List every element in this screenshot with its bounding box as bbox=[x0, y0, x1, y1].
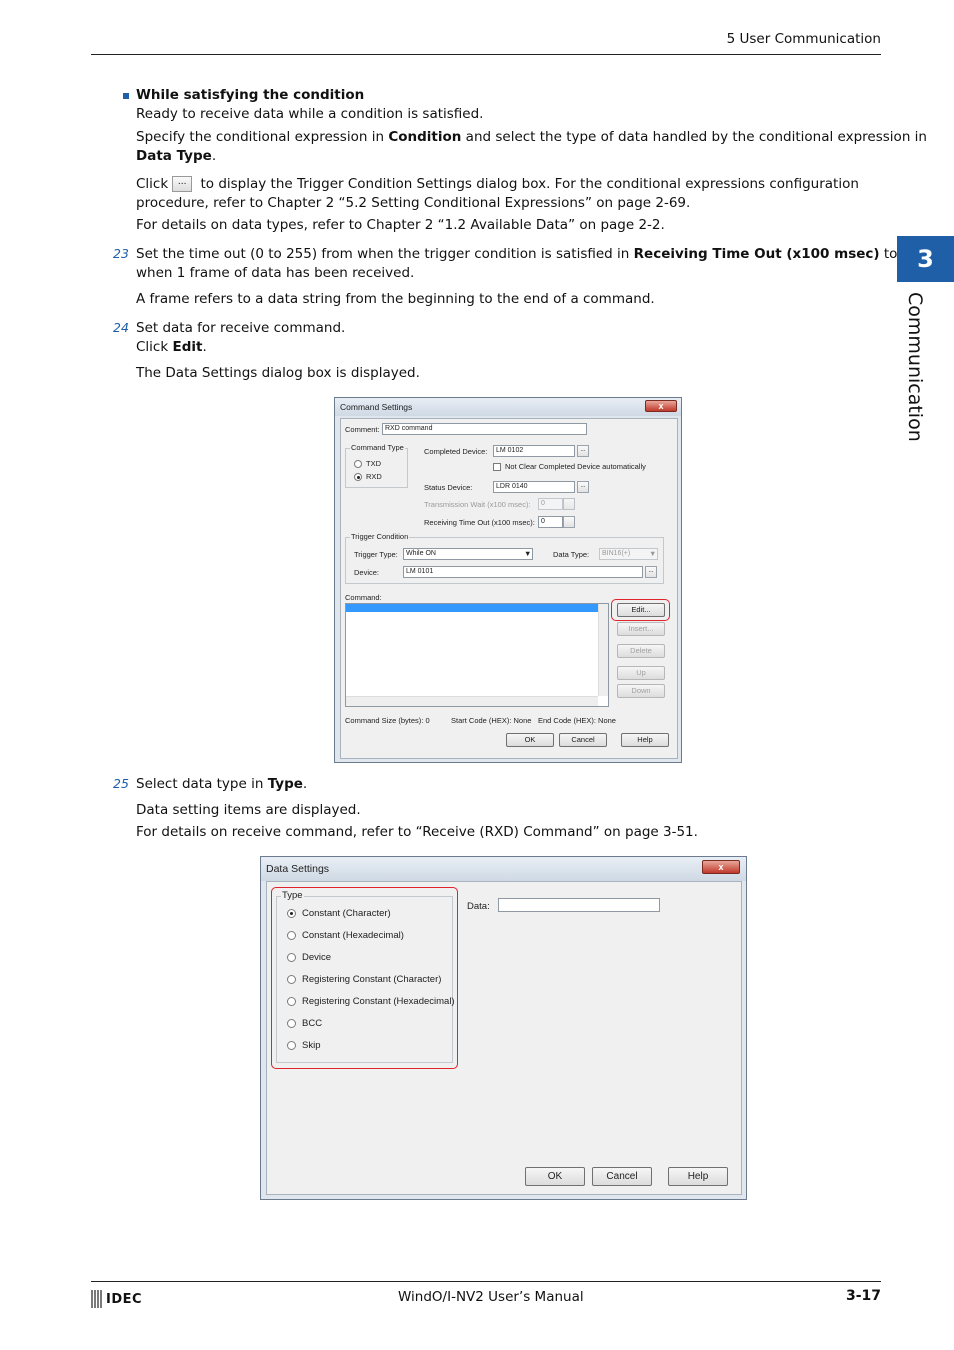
paragraph: Click ... to display the Trigger Condition Settings dialog box. For the conditional expressions configuration bbox=[136, 176, 859, 192]
end-code: End Code (HEX): None bbox=[538, 716, 616, 725]
receiving-timeout-spinner[interactable] bbox=[563, 516, 575, 528]
trigger-type-select[interactable]: While ON bbox=[403, 548, 533, 560]
type-option-label: Constant (Character) bbox=[302, 908, 391, 919]
close-icon[interactable]: x bbox=[702, 860, 740, 874]
command-settings-dialog bbox=[334, 397, 682, 763]
horizontal-scrollbar[interactable] bbox=[346, 696, 598, 706]
paragraph: The Data Settings dialog box is displayed. bbox=[136, 365, 420, 381]
chevron-down-icon: ▼ bbox=[649, 549, 657, 558]
paragraph: Data setting items are displayed. bbox=[136, 802, 361, 818]
paragraph: Set data for receive command. bbox=[136, 320, 346, 336]
device-input[interactable]: LM 0101 bbox=[403, 566, 643, 578]
help-button[interactable]: Help bbox=[621, 733, 669, 747]
command-size: Command Size (bytes): 0 bbox=[345, 716, 430, 725]
data-settings-dialog bbox=[260, 856, 747, 1200]
comment-label: Comment: bbox=[345, 425, 380, 434]
cancel-button[interactable]: Cancel bbox=[559, 733, 607, 747]
paragraph: when 1 frame of data has been received. bbox=[136, 265, 415, 281]
chapter-tab: 3 bbox=[897, 236, 954, 282]
paragraph: For details on data types, refer to Chapter 2 “1.2 Available Data” on page 2-2. bbox=[136, 217, 665, 233]
browse-button-icon: ... bbox=[172, 176, 192, 192]
type-option-label: BCC bbox=[302, 1018, 323, 1029]
vertical-scrollbar[interactable] bbox=[598, 604, 608, 696]
section-heading: While satisfying the condition bbox=[136, 87, 365, 103]
highlight-box bbox=[271, 887, 458, 1069]
edit-button[interactable]: Edit... bbox=[617, 603, 665, 617]
type-option-label: Registering Constant (Character) bbox=[302, 974, 442, 985]
completed-device-browse-button[interactable]: ... bbox=[577, 445, 589, 457]
section-header: 5 User Communication bbox=[726, 31, 881, 47]
highlight-box bbox=[611, 599, 670, 621]
down-button[interactable]: Down bbox=[617, 684, 665, 698]
manual-title: WindO/I-NV2 User’s Manual bbox=[398, 1289, 584, 1305]
dialog-title: Command Settings bbox=[335, 398, 681, 416]
dialog-body: Comment: RXD command Command Type TXD RXD Completed Device: LM 0102 ... Not Clear Completed Device automatically Status Device: LDR 0140 ... Transmission Wait (x100 msec): 0 Receiving Time Out (x100 msec): 0 Trigger Condition Trigger Type: While ON ▼ Data Type: BIN16(+) ▼ Device: LM 0101 ... Command: Edit... Insert... Delete Up Down Command Size (bytes): 0 Start Code (HEX): None End Code (HEX): None OK Cancel Help bbox=[340, 418, 678, 759]
paragraph: procedure, refer to Chapter 2 “5.2 Setting Conditional Expressions” on page 2-69. bbox=[136, 195, 691, 211]
type-option-label: Skip bbox=[302, 1040, 321, 1051]
selected-row[interactable] bbox=[346, 604, 598, 612]
paragraph: Ready to receive data while a condition is satisfied. bbox=[136, 106, 484, 122]
dialog-body bbox=[266, 881, 742, 1195]
footer-rule bbox=[91, 1281, 881, 1282]
ok-button[interactable]: OK bbox=[525, 1167, 585, 1186]
data-label: Data: bbox=[467, 901, 490, 912]
status-device-browse-button[interactable]: ... bbox=[577, 481, 589, 493]
idec-logo: IDEC bbox=[91, 1290, 142, 1308]
completed-device-input[interactable]: LM 0102 bbox=[493, 445, 575, 457]
cancel-button[interactable]: Cancel bbox=[592, 1167, 652, 1186]
step-number: 24 bbox=[113, 320, 129, 335]
command-list[interactable] bbox=[345, 603, 609, 707]
data-input[interactable] bbox=[498, 898, 660, 912]
start-code: Start Code (HEX): None bbox=[451, 716, 532, 725]
paragraph: For details on receive command, refer to “Receive (RXD) Command” on page 3-51. bbox=[136, 824, 698, 840]
logo-icon bbox=[91, 1290, 103, 1308]
not-clear-checkbox[interactable] bbox=[493, 463, 501, 471]
chevron-down-icon: ▼ bbox=[524, 549, 532, 558]
txd-radio[interactable] bbox=[354, 460, 362, 468]
insert-button[interactable]: Insert... bbox=[617, 622, 665, 636]
chapter-label: Communication bbox=[904, 292, 926, 442]
data-type-select[interactable]: BIN16(+) bbox=[599, 548, 658, 560]
help-button[interactable]: Help bbox=[668, 1167, 728, 1186]
transmission-wait-input[interactable]: 0 bbox=[538, 498, 563, 510]
paragraph: Specify the conditional expression in Condition and select the type of data handled by the conditional expression in bbox=[136, 129, 927, 145]
paragraph: Data Type. bbox=[136, 148, 217, 164]
type-option-label: Constant (Hexadecimal) bbox=[302, 930, 404, 941]
close-icon[interactable]: x bbox=[645, 400, 677, 412]
dialog-title: Data Settings bbox=[261, 857, 746, 881]
paragraph: Set the time out (0 to 255) from when the trigger condition is satisfied in Receiving Time Out (x100 msec) to bbox=[136, 246, 898, 262]
step-number: 23 bbox=[113, 246, 129, 261]
comment-input[interactable]: RXD command bbox=[382, 423, 587, 435]
type-option-label: Registering Constant (Hexadecimal) bbox=[302, 996, 455, 1007]
type-group: Type Constant (Character) Constant (Hexadecimal) Device Registering Constant (Character) Registering Constant (Hexadecimal) BCC Skip bbox=[276, 896, 453, 1063]
paragraph: Select data type in Type. bbox=[136, 776, 308, 792]
delete-button[interactable]: Delete bbox=[617, 644, 665, 658]
command-type-group: Command Type TXD RXD bbox=[345, 448, 408, 488]
up-button[interactable]: Up bbox=[617, 666, 665, 680]
page-number: 3-17 bbox=[845, 1288, 881, 1304]
ok-button[interactable]: OK bbox=[506, 733, 554, 747]
trigger-condition-group: Trigger Condition Trigger Type: While ON ▼ Data Type: BIN16(+) ▼ Device: LM 0101 ... bbox=[345, 537, 664, 584]
step-number: 25 bbox=[113, 776, 129, 791]
header-rule bbox=[91, 54, 881, 55]
receiving-timeout-input[interactable]: 0 bbox=[538, 516, 563, 528]
type-option-label: Device bbox=[302, 952, 332, 963]
paragraph: A frame refers to a data string from the beginning to the end of a command. bbox=[136, 291, 655, 307]
rxd-radio[interactable] bbox=[354, 473, 362, 481]
bullet-icon bbox=[123, 93, 129, 99]
paragraph: Click Edit. bbox=[136, 339, 207, 355]
device-browse-button[interactable]: ... bbox=[645, 566, 657, 578]
transmission-wait-spinner[interactable] bbox=[563, 498, 575, 510]
status-device-input[interactable]: LDR 0140 bbox=[493, 481, 575, 493]
